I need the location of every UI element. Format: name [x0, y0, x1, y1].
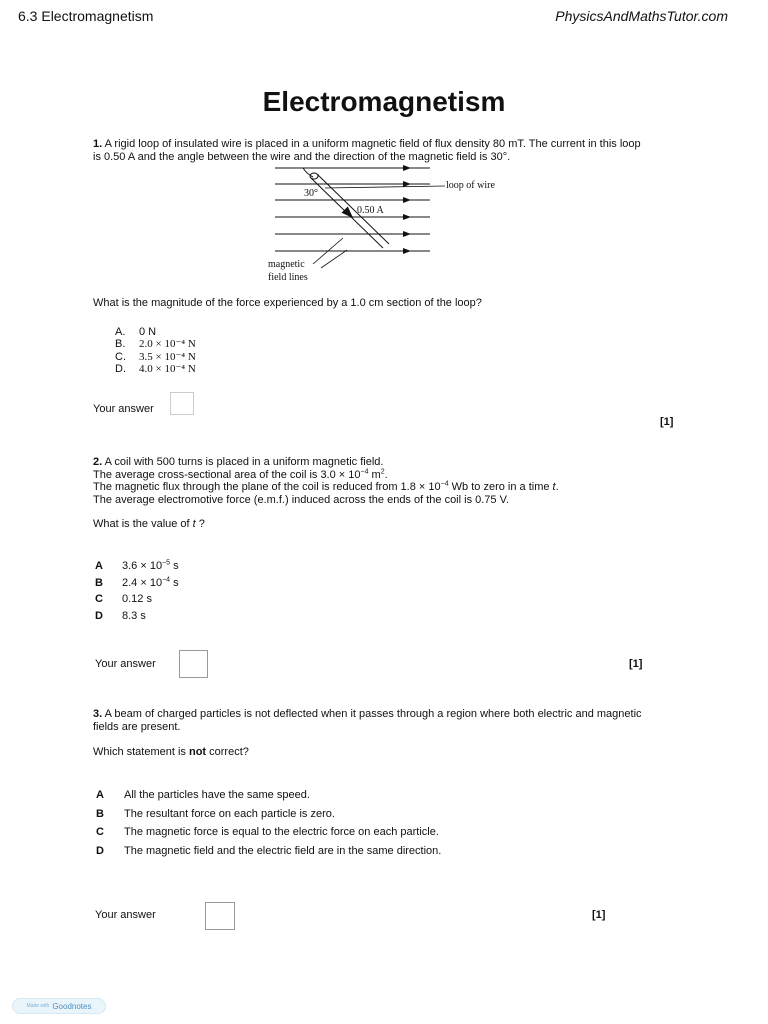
- q2-line-2: The average cross-sectional area of the coil is $3.0 \times 10^{-4}$ $m^2$.: [93, 467, 388, 481]
- q1-number: 1.: [93, 138, 103, 150]
- q3-text: [93, 708, 713, 733]
- badge-brand: Goodnotes: [52, 1001, 92, 1011]
- q3-marks: [1]: [592, 909, 606, 921]
- page-title: Electromagnetism: [262, 86, 506, 117]
- q3-options: [96, 789, 441, 863]
- field-label-2: field lines: [268, 272, 308, 283]
- q1-text-line2: is 0.50 A and the angle between the wire and the direction of the magnetic field is 30°.: [93, 150, 511, 163]
- field-label-1: magnetic: [268, 259, 305, 270]
- q1-answer-label: Your answer: [93, 403, 154, 415]
- q2-option-c: C 0.12 s: [95, 593, 152, 605]
- q2-option-b: B $2.4 \times 10^{-4}$ s: [95, 575, 179, 589]
- current-arrow: [347, 212, 352, 217]
- q1-options: [115, 326, 196, 375]
- q2-text: [93, 456, 713, 506]
- q2-answer-box[interactable]: [179, 650, 208, 678]
- q2-marks: [1]: [629, 658, 643, 670]
- q2-answer-label: Your answer: [95, 658, 156, 670]
- current-label: 0.50 A: [357, 205, 384, 216]
- q3-option-a: A All the particles have the same speed.: [96, 789, 310, 801]
- q1-option-c: C. 3.5 × 10⁻⁴ N: [115, 350, 196, 363]
- badge-small-text: Made with: [26, 1003, 50, 1009]
- angle-label: 30°: [304, 188, 318, 199]
- field-lines: [275, 168, 430, 251]
- q1-marks: [1]: [660, 416, 674, 428]
- q2-option-a: A $3.6 \times 10^{-5}$ s: [95, 559, 179, 572]
- q1-answer-box[interactable]: [170, 392, 194, 415]
- loop-label: loop of wire: [446, 180, 495, 191]
- q3-option-c: C The magnetic force is equal to the electric force on each particle.: [96, 826, 439, 838]
- q2-number: 2.: [93, 456, 103, 468]
- header-topic: 6.3 Electromagnetism: [18, 8, 154, 24]
- q3-option-d: D The magnetic field and the electric field are in the same direction.: [96, 844, 442, 857]
- field-leader-2: [321, 250, 347, 268]
- q3-question: Which statement is not correct?: [93, 746, 249, 758]
- q1-text-line1: A rigid loop of insulated wire is placed in a uniform magnetic field of flux density 80 mT. The current in this loop: [102, 138, 641, 150]
- angle-arc: [303, 168, 313, 177]
- q2-options: [95, 560, 179, 626]
- q3-number: 3.: [93, 708, 103, 720]
- q3-text-line1: A beam of charged particles is not deflected when it passes through a region where both electric and magnetic: [102, 708, 642, 720]
- q1-option-a: A. 0 N: [115, 326, 157, 338]
- header-site[interactable]: PhysicsAndMathsTutor.com: [555, 8, 728, 24]
- q1-option-d: D. 4.0 × 10⁻⁴ N: [115, 362, 196, 375]
- q1-question: What is the magnitude of the force experienced by a 1.0 cm section of the loop?: [93, 297, 482, 309]
- q2-line-4: The average electromotive force (e.m.f.) induced across the ends of the coil is 0.75 V.: [93, 493, 509, 506]
- loop-leader: [325, 186, 445, 188]
- q2-line-1: A coil with 500 turns is placed in a uniform magnetic field.: [102, 456, 384, 468]
- q3-text-line2: fields are present.: [93, 720, 181, 733]
- q1-option-b: B. 2.0 × 10⁻⁴ N: [115, 338, 196, 351]
- q2-line-3: The magnetic flux through the plane of the coil is reduced from $1.8 \times 10^{-4}$ Wb to zero in a time t.: [93, 480, 559, 493]
- q2-option-d: D 8.3 s: [95, 609, 146, 622]
- goodnotes-badge[interactable]: [12, 998, 106, 1014]
- q3-option-b: B The resultant force on each particle is zero.: [96, 807, 335, 820]
- q3-answer-label: Your answer: [95, 909, 156, 921]
- q3-answer-box[interactable]: [205, 902, 235, 930]
- q2-question: What is the value of t ?: [93, 518, 205, 530]
